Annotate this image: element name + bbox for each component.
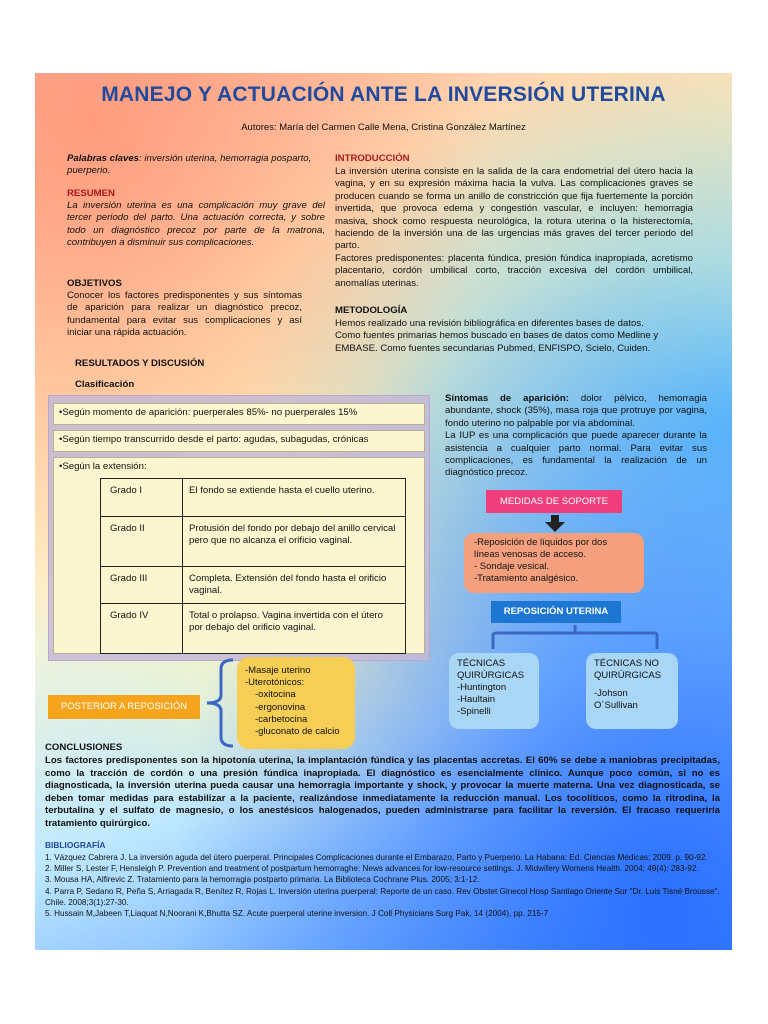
table-row [101, 604, 406, 654]
tecnicas-quirurgicas-box [449, 653, 539, 729]
posterior-item: -carbetocina [255, 713, 308, 725]
criterio-tiempo: •Según tiempo transcurrido desde el parto: agudas, subagudas, crónicas [53, 430, 425, 452]
poster-title: MANEJO Y ACTUACIÓN ANTE LA INVERSIÓN UTERINA [101, 83, 666, 106]
metodologia-line2: Como fuentes primarias hemos buscado en bases de datos como Medline y EMBASE. Como fuentes secundarias Pubmed, ENFISPO, Scielo, Cuiden. [335, 330, 659, 354]
brace-connector [201, 657, 237, 749]
grado-desc: Protusión del fondo por debajo del anillo cervical pero que no alcanza el orificio vaginal. [183, 517, 406, 567]
metodologia-line1: Hemos realizado una revisión bibliográfica en diferentes bases de datos. [335, 318, 644, 329]
conclusiones-heading: CONCLUSIONES [45, 742, 123, 753]
poster [35, 73, 732, 950]
grado-cell: Grado III [101, 567, 183, 604]
metodologia-heading: METODOLOGÍA [335, 305, 408, 316]
tecnicas-no-quirurgicas-title: TÉCNICAS NO QUIRÚRGICAS [594, 658, 662, 681]
tecnica-item: -Johson [594, 688, 628, 699]
posterior-item: -oxitocina [255, 689, 296, 701]
list-item: 3. Mousa HA, Alfirevic Z. Tratamiento para la hemorragia postparto primaria. La Biblioteca Cochrane Plus. 2005; 3:1-12. [45, 875, 480, 885]
objetivos-heading: OBJETIVOS [67, 278, 122, 289]
posterior-item: -ergonovina [255, 701, 306, 713]
soporte-item: -Tratamiento analgésico. [474, 573, 579, 584]
conclusiones-text: Los factores predisponentes son la hipotonía uterina, la implantación fúndica y las placentas accretas. El 60% se debe a maniobras precipitadas, como la tracción de cordón o una presión fúndica inapropiada. El diagnóstico es esencialmente clínico. Aunque poco común, si no es diagnosticada, la inversión uterina pueda causar una hemorragia importante y shock, y provocar la muerte materna. Una vez diagnosticada, se deben tomar medidas para estabilizar a la paciente, realizándose inmediatamente la reducción manual. Los tocolíticos, como la ritrodina, la terbutalina y el sulfato de magnesio, o los anestésicos halogenados, pueden administrarse para facilitar la reversión. El fracaso requeriría tratamiento quirúrgico. [45, 755, 720, 829]
reposicion-uterina-heading: REPOSICIÓN UTERINA [491, 601, 621, 623]
tecnica-item: -Spinelli [457, 706, 491, 717]
resumen-text: La inversión uterina es una complicación muy grave del tercer periodo del parto. Una actuación correcta, y sobre todo un diagnóstico precoz por parte de la matrona, contribuyen a disminuir sus complicaciones. [67, 200, 325, 249]
factores-text: Factores predisponentes: placenta fúndica, presión fúndica inapropiada, acretismo placentario, cordón umbilical corto, tracción excesiva del cordón umbilical, anomalías uterinas. [335, 252, 693, 289]
keywords-label: Palabras claves [67, 153, 140, 164]
clasificacion-heading: Clasificación [75, 379, 135, 390]
iup-text: La IUP es una complicación que puede aparecer durante la asistencia a cualquier parto normal. Para evitar sus complicaciones, es fundamental la realización de un diagnóstico precoz. [445, 430, 707, 479]
arrow-down-icon [545, 515, 565, 533]
branch-connector [485, 623, 665, 653]
grado-desc: Completa. Extensión del fondo hasta el orificio vaginal. [183, 567, 406, 604]
table-row [101, 567, 406, 604]
grado-desc: Total o prolapso. Vagina invertida con el útero por debajo del orificio vaginal. [183, 604, 406, 654]
resultados-heading: RESULTADOS Y DISCUSIÓN [75, 358, 205, 369]
bibliografia-list [45, 852, 725, 919]
list-item: 4. Parra P, Sedano R, Peña S, Arriagada R, Benítez R, Rojas L. Inversión uterina puerperal: Reporte de un caso. Rev Obstet Ginecol Hosp Santiago Oriente Sur "Dr. Luis Tisné Brousse". Chile. 2008;3(1):27-30. [45, 886, 720, 907]
grado-cell: Grado I [101, 479, 183, 517]
posterior-item: -gluconato de calcio [255, 726, 340, 738]
posterior-box [237, 657, 355, 749]
metodologia-text [335, 318, 687, 355]
introduccion-text [335, 166, 693, 290]
posterior-reposicion-heading: POSTERIOR A REPOSICIÓN [48, 695, 200, 719]
objetivos-text: Conocer los factores predisponentes y sus síntomas de aparición para realizar un diagnóstico precoz, fundamental para evitar sus complicaciones y así iniciar una rápida actuación. [67, 290, 302, 339]
list-item: 5. Hussain M,Jabeen T,Liaquat N,Noorani K,Bhutta SZ. Acute puerperal uterine inversion. J Coll Physicians Surg Pak, 14 (2004), pp. 215-7 [45, 909, 549, 919]
table-row [101, 517, 406, 567]
sintomas-text [445, 393, 707, 480]
grados-table [100, 478, 406, 654]
tecnica-item: -Huntington [457, 682, 507, 693]
grado-cell: Grado IV [101, 604, 183, 654]
introduccion-heading: INTRODUCCIÓN [335, 153, 410, 164]
bibliografia-heading: BIBLIOGRAFÍA [45, 840, 106, 850]
tecnicas-no-quirurgicas-box [586, 653, 678, 729]
table-row [101, 479, 406, 517]
list-item: 2. Miller S, Lester F, Hensleigh P. Prevention and treatment of postpartum hemorraghe: News advances for low-resource settings. J. Midwifery Womens Health. 2004; 49(4): 283-92. [45, 864, 699, 874]
sintomas-body: dolor pélvico, hemorragia abundante, shock (35%), masa roja que protruye por vagina, fondo uterino no palpable por vía abdominal. [445, 393, 707, 429]
resumen-heading: RESUMEN [67, 188, 115, 199]
posterior-item: -Uterotónicos: [245, 677, 305, 689]
sintomas-label: Síntomas de aparición: [445, 393, 569, 404]
introduccion-body: La inversión uterina consiste en la salida de la cara endometrial del útero hacia la vagina, y en su expresión máxima hacia la vulva. Las complicaciones graves se producen cuando se forma un anillo de constricción que fija fuertemente la porción invertida, que provoca edema y congestión vascular, e incluyen: hemorragia masiva, shock como respuesta neurológica, la rotura uterina o la histerectomía, haciendo de la inversión una de las urgencias más graves del tercer periodo del parto. [335, 166, 693, 252]
soporte-box [464, 533, 644, 593]
soporte-item: -Reposición de líquidos por dos líneas venosas de acceso. [474, 537, 608, 560]
list-item: 1. Vázquez Cabrera J. La inversión aguda del útero puerperal. Principales Complicaciones durante el Embarazo, Parto y Puerperio. La Habana: Ed. Ciencias Médicas; 2009. p. 90-92. [45, 853, 708, 862]
grado-cell: Grado II [101, 517, 183, 567]
criterio-momento: •Según momento de aparición: puerperales 85%- no puerperales 15% [53, 403, 425, 425]
tecnicas-quirurgicas-title: TÉCNICAS QUIRÚRGICAS [457, 658, 525, 681]
tecnica-item: -Haultain [457, 694, 496, 705]
keywords-text: : inversión uterina, hemorragia posparto, puerperio. [67, 153, 312, 177]
grado-desc: El fondo se extiende hasta el cuello uterino. [183, 479, 406, 517]
medidas-soporte-heading: MEDIDAS DE SOPORTE [486, 490, 622, 513]
posterior-item: -Masaje uterino [245, 665, 311, 676]
tecnica-item: O´Sullivan [594, 700, 638, 711]
authors: Autores: María del Carmen Calle Mena, Cristina González Martínez [241, 122, 526, 133]
criterio-extension: •Según la extensión: [53, 457, 425, 654]
keywords [67, 153, 325, 178]
soporte-item: - Sondaje vesical. [474, 561, 549, 572]
